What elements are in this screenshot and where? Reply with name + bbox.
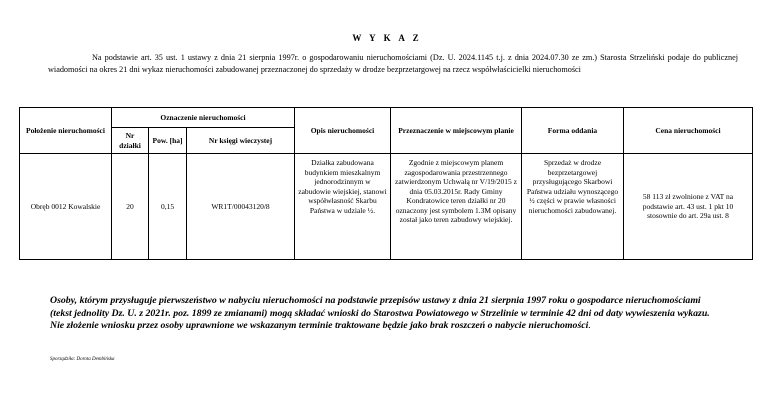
cell-purpose: Zgodnie z miejscowym planem zagospodarowania przestrzennego zatwierdzonym Uchwałą nr V/19/2015 z dnia 05.03.2015r. Rady Gminy Kondratowice teren działki nr 20 oznaczony jest symbolem 1.3M opisany został jako teren zabudowy wiejskiej.: [391, 154, 522, 260]
notice-text: Osoby, którym przysługuje pierwszeństwo w nabyciu nieruchomości na podstawie przepisów ustawy z dnia 21 sierpnia 1997 roku o gospodarce nieruchomościami (tekst jednolity Dz. U. z 2021r. poz. 1899 ze zmianami) mogą składać wnioski do Starostwa Powiatowego w Strzelinie w terminie 42 dni od daty wywieszenia wykazu. Nie złożenie wniosku przez osoby uprawnione we wskazanym terminie traktowane będzie jako brak roszczeń o nabycie nieruchomości: [50, 295, 710, 332]
header-location: Położenie nieruchomości: [20, 108, 112, 154]
header-area: Pow. [ha]: [149, 128, 187, 154]
header-land-register: Nr księgi wieczystej: [187, 128, 295, 154]
table-row: [20, 154, 753, 260]
header-plot-no: Nr działki: [112, 128, 149, 154]
header-designation: Oznaczenie nieruchomości: [112, 108, 295, 128]
notice-paragraph: [50, 295, 718, 333]
cell-price: 58 113 zł zwolnione z VAT na podstawie art. 43 ust. 1 pkt 10 stosownie do art. 29a ust. 8: [624, 154, 753, 260]
property-table: [19, 107, 753, 260]
cell-area: 0,15: [149, 154, 187, 260]
cell-location: Obręb 0012 Kowalskie: [20, 154, 112, 260]
cell-disposal: Sprzedaż w drodze bezprzetargowej przysługującego Skarbowi Państwa udziału wynoszącego ½ części w prawie własności nieruchomości zabudowanej.: [522, 154, 624, 260]
intro-paragraph: Na podstawie art. 35 ust. 1 ustawy z dnia 21 sierpnia 1997r. o gospodarowaniu nieruchomościami (Dz. U. 2024.1145 t.j. z dnia 2024.07.30 ze zm.) Starosta Strzeliński podaje do publicznej wiadomości na okres 21 dni wykaz nieruchomości zabudowanej przeznaczonej do sprzedaży w drodze bezprzetargowej na rzecz współwłaścicielki nieruchomości: [48, 53, 738, 75]
header-description: Opis nieruchomości: [295, 108, 391, 154]
document-title: W Y K A Z: [352, 33, 422, 43]
cell-description: Działka zabudowana budynkiem mieszkalnym jednorodzinnym w zabudowie wiejskiej, stanowi współwłasność Skarbu Państwa w udziale ½.: [295, 154, 391, 260]
cell-plot-no: 20: [112, 154, 149, 260]
cell-land-register: WR1T/00043120/8: [187, 154, 295, 260]
header-disposal: Forma oddania: [522, 108, 624, 154]
notice-end: .: [588, 320, 591, 332]
header-price: Cena nieruchomości: [624, 108, 753, 154]
header-purpose: Przeznaczenie w miejscowym planie: [391, 108, 522, 154]
prepared-by: Sporządziła: Dorota Dembińska: [50, 357, 115, 362]
